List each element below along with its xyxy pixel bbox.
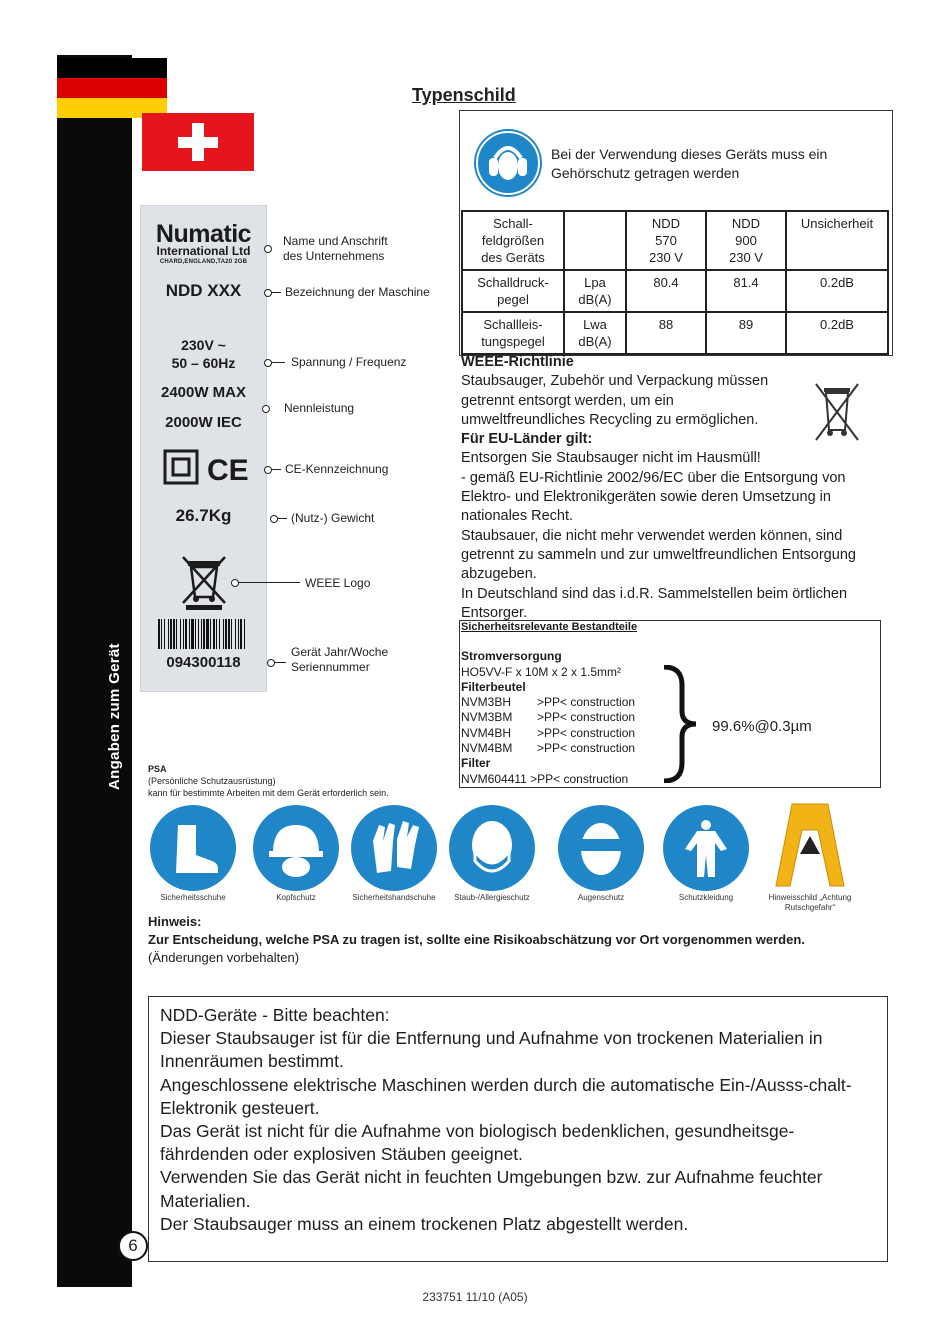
table-cell: 81.4 — [706, 270, 786, 312]
table-cell: 88 — [626, 312, 706, 354]
dust-mask-icon — [449, 805, 535, 891]
part-code: NVM3BM — [461, 710, 513, 725]
callout-line — [271, 362, 285, 363]
table-row — [462, 270, 888, 312]
plate-serial: 094300118 — [166, 654, 241, 671]
wet-floor-sign-icon — [772, 800, 848, 890]
ndd-text: Verwenden Sie das Gerät nicht in feuchten Umgebungen bzw. zur Aufnahme feuchter Materialien. — [160, 1167, 823, 1211]
ndd-heading: NDD-Geräte - Bitte beachten: — [160, 1005, 390, 1025]
weee-bin-icon — [141, 551, 266, 611]
callout-line — [238, 582, 300, 583]
ndd-text: Der Staubsauger muss an einem trockenen Platz abgestellt werden. — [160, 1213, 689, 1234]
ndd-text: Angeschlossene elektrische Maschinen werden durch die automatische Ein-/Ausss-chalt-Elektronik gesteuert. — [160, 1074, 852, 1118]
psa-note — [148, 913, 848, 967]
part-desc: >PP< construction — [537, 741, 636, 756]
brand-logo: Numatic — [155, 220, 252, 248]
weee-text: In Deutschland sind das i.d.R. Sammelstellen beim örtlichen Entsorger. — [461, 585, 848, 621]
ppe-label: Augenschutz — [577, 893, 625, 902]
weee-bin-icon — [812, 380, 862, 446]
barcode — [158, 619, 248, 649]
note-normal: (Änderungen vorbehalten) — [148, 950, 300, 965]
callout-dot — [231, 579, 239, 587]
plate-address: CHARD,ENGLAND,TA20 2GB — [159, 259, 248, 265]
sound-table — [461, 210, 889, 355]
rating-plate — [140, 205, 267, 692]
ppe-label: Kopfschutz — [276, 893, 316, 902]
footer-code: 233751 11/10 (A05) — [422, 1290, 528, 1304]
part-desc: >PP< construction — [537, 695, 636, 710]
ppe-label: Staub-/Allergieschutz — [454, 893, 530, 902]
weee-text: - gemäß EU-Richtlinie 2002/96/EC über die Entsorgung von Elektro- und Elektronikgeräten sowie deren Umsetzung in nationales Recht. — [461, 469, 846, 525]
page-title: Typenschild — [412, 85, 516, 105]
ndd-text: Das Gerät ist nicht für die Aufnahme von biologisch bedenklichen, gesundheitsge-fährdenden oder explosiven Stäuben geeignet. — [160, 1121, 795, 1165]
table-cell: 80.4 — [626, 270, 706, 312]
table-cell: 89 — [706, 312, 786, 354]
callout-dot — [270, 515, 278, 523]
helmet-icon — [253, 805, 339, 891]
part-code: NVM4BM — [461, 741, 513, 756]
ndd-text: Dieser Staubsauger ist für die Entfernung und Aufnahme von trockenen Materialien in Innenräumen bestimmt. — [160, 1028, 823, 1072]
callout-line — [271, 469, 281, 470]
hearing-notice: Bei der Verwendung dieses Geräts muss ein Gehörschutz getragen werden — [551, 146, 828, 181]
callout-power: Nennleistung — [284, 401, 355, 415]
callout-weight: (Nutz-) Gewicht — [291, 511, 375, 525]
hearing-protection-icon — [473, 128, 543, 198]
plate-company: International Ltd — [156, 244, 251, 258]
weee-text: Entsorgen Sie Staubsauger nicht im Hausmüll! — [461, 450, 761, 467]
germany-flag-icon — [57, 58, 167, 118]
table-cell: Lwa dB(A) — [564, 312, 626, 354]
table-cell: Schall- feldgrößen des Geräts — [462, 211, 564, 270]
table-cell: NDD 570 230 V — [626, 211, 706, 270]
gloves-icon — [351, 805, 437, 891]
ppe-label: Hinweisschild „Achtung Rutschgefahr“ — [768, 893, 852, 912]
part-code: NVM4BH — [461, 725, 512, 740]
ppe-label: Schutzkleidung — [678, 893, 734, 902]
switzerland-flag-icon — [142, 113, 254, 171]
callout-dot — [264, 245, 272, 253]
parts-filter: NVM604411 >PP< construction — [461, 771, 629, 786]
psa-intro — [148, 763, 389, 799]
weee-text: Staubsauger, Zubehör und Verpackung müssen getrennt entsorgt werden, um ein umweltfreundliches Recycling zu ermöglichen. — [461, 373, 769, 428]
page-number: 6 — [118, 1231, 148, 1261]
parts-power-cable: HO5VV-F x 10M x 2 x 1.5mm² — [461, 664, 622, 679]
note-heading: Hinweis: — [148, 914, 202, 929]
parts-filterbag-heading: Filterbeutel — [461, 679, 526, 694]
weee-eu-heading: Für EU-Länder gilt: — [461, 431, 593, 448]
plate-power-iec: 2000W IEC — [165, 414, 242, 431]
ndd-notice — [160, 1004, 880, 1236]
callout-ce: CE-Kennzeichnung — [285, 462, 389, 476]
psa-heading: PSA — [148, 764, 167, 774]
overall-icon — [663, 805, 749, 891]
plate-model: NDD XXX — [165, 281, 242, 300]
table-cell: Lpa dB(A) — [564, 270, 626, 312]
parts-heading: Sicherheitsrelevante Bestandteile — [461, 621, 638, 633]
sidebar-section-label: Angaben zum Gerät — [106, 643, 123, 790]
part-desc: >PP< construction — [537, 725, 636, 740]
callout-serial: Gerät Jahr/Woche Seriennummer — [291, 645, 389, 674]
ce-class2-icon — [141, 449, 266, 487]
callout-dot — [264, 359, 272, 367]
filter-efficiency: 99.6%@0.3µm — [712, 718, 812, 735]
psa-desc: kann für bestimmte Arbeiten mit dem Gerät erforderlich sein. — [148, 788, 389, 798]
table-cell: Unsicherheit — [786, 211, 888, 270]
table-row — [462, 312, 888, 354]
weee-heading: WEEE-Richtlinie — [461, 354, 574, 370]
callout-line — [271, 292, 281, 293]
plate-voltage: 230V ~ 50 – 60Hz — [171, 337, 236, 371]
part-code: NVM3BH — [461, 695, 512, 710]
table-cell: Schallleis- tungspegel — [462, 312, 564, 354]
callout-dot — [267, 659, 275, 667]
part-desc: >PP< construction — [537, 710, 636, 725]
plate-power-max: 2400W MAX — [160, 384, 247, 401]
table-cell: Schalldruck- pegel — [462, 270, 564, 312]
table-cell: 0.2dB — [786, 270, 888, 312]
plate-weight: 26.7Kg — [175, 506, 232, 525]
goggles-icon — [558, 805, 644, 891]
table-cell: 0.2dB — [786, 312, 888, 354]
weee-text: Staubsauer, die nicht mehr verwendet werden können, sind getrennt zu sammeln und zur umweltfreundlichen Entsorgung abzugeben. — [461, 527, 856, 583]
brace-icon — [660, 665, 700, 783]
table-cell: NDD 900 230 V — [706, 211, 786, 270]
callout-line — [274, 662, 286, 663]
ppe-label: Sicherheitsschuhe — [160, 893, 226, 902]
note-bold: Zur Entscheidung, welche PSA zu tragen ist, sollte eine Risikoabschätzung vor Ort vorgenommen werden. — [148, 932, 805, 947]
callout-dot — [262, 405, 270, 413]
callout-line — [277, 518, 287, 519]
callout-weee: WEEE Logo — [305, 576, 371, 590]
parts-power-heading: Stromversorgung — [461, 649, 562, 664]
ppe-label: Sicherheitshandschuhe — [352, 893, 436, 902]
callout-name: Name und Anschrift des Unternehmens — [283, 234, 388, 263]
parts-filter-heading: Filter — [461, 756, 491, 771]
callout-dot — [264, 289, 272, 297]
psa-sub: (Persönliche Schutzausrüstung) — [148, 776, 276, 786]
callout-dot — [264, 466, 272, 474]
ce-mark: CE — [207, 454, 249, 487]
table-row — [462, 211, 888, 270]
boot-icon — [150, 805, 236, 891]
callout-voltage: Spannung / Frequenz — [291, 355, 407, 369]
table-cell — [564, 211, 626, 270]
callout-model: Bezeichnung der Maschine — [285, 285, 430, 299]
